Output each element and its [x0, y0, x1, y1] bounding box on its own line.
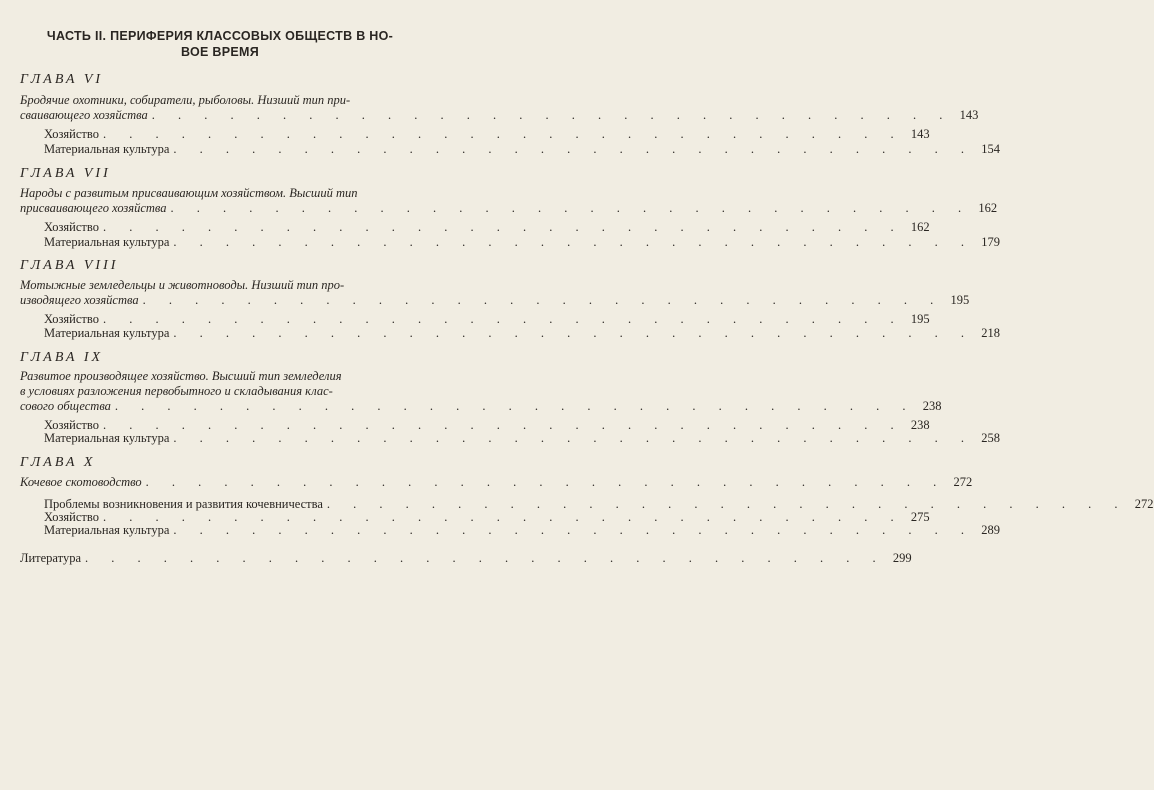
toc-entry-literature [20, 551, 912, 566]
entry-page: 154 [981, 142, 1001, 156]
leader-dots: . . . . . . . . . . . . . . . . . . . . . . . . . . . . . . . [173, 235, 975, 249]
leader-dots: . . . . . . . . . . . . . . . . . . . . . . . . . . . . . . . [145, 475, 947, 489]
entry-label: Хозяйство [44, 127, 99, 141]
chapter-8-title [20, 278, 970, 308]
leader-dots: . . . . . . . . . . . . . . . . . . . . . . . . . . . . . . . [102, 312, 904, 326]
chapter-10-title-line1: Кочевое скотоводство [20, 475, 142, 489]
entry-page: 195 [910, 312, 930, 326]
entry-page: 162 [910, 220, 930, 234]
chapter-6-page: 143 [959, 108, 979, 122]
leader-dots: . . . . . . . . . . . . . . . . . . . . . . . . . . . . . . . [102, 418, 904, 432]
chapter-10-page: 272 [953, 475, 973, 489]
chapter-9-title-line3: сового общества [20, 399, 111, 413]
chapter-6-heading: ГЛАВА VI [20, 72, 104, 87]
toc-entry [44, 142, 1001, 157]
part-title-line2: ВОЕ ВРЕМЯ [180, 45, 260, 59]
chapter-7-page: 162 [978, 201, 998, 215]
toc-entry [44, 127, 930, 142]
chapter-6-title-line2: сваивающего хозяйства [20, 108, 148, 122]
leader-dots: . . . . . . . . . . . . . . . . . . . . . . . . . . . . . . . [170, 201, 972, 215]
toc-entry [44, 220, 930, 235]
chapter-6-title-line1: Бродячие охотники, собиратели, рыболовы. Низший тип при- [20, 93, 351, 107]
entry-label: Материальная культура [44, 523, 170, 537]
entry-page: 218 [981, 326, 1001, 340]
entry-page: 275 [910, 510, 930, 524]
leader-dots: . . . . . . . . . . . . . . . . . . . . . . . . . . . . . . . [85, 551, 886, 565]
leader-dots: . . . . . . . . . . . . . . . . . . . . . . . . . . . . . . . [102, 510, 904, 524]
leader-dots: . . . . . . . . . . . . . . . . . . . . . . . . . . . . . . . [102, 127, 904, 141]
leader-dots: . . . . . . . . . . . . . . . . . . . . . . . . . . . . . . . [142, 293, 944, 307]
chapter-8-heading: ГЛАВА VIII [20, 258, 119, 273]
chapter-10-heading: ГЛАВА X [20, 455, 96, 470]
entry-page: 238 [910, 418, 930, 432]
leader-dots: . . . . . . . . . . . . . . . . . . . . . . . . . . . . . . . [173, 523, 975, 537]
entry-label: Хозяйство [44, 220, 99, 234]
entry-page: 258 [981, 431, 1001, 445]
chapter-9-page: 238 [922, 399, 942, 413]
leader-dots: . . . . . . . . . . . . . . . . . . . . . . . . . . . . . . . [326, 497, 1128, 511]
chapter-6-title [20, 93, 979, 123]
entry-page: 272 [1134, 497, 1154, 511]
chapter-7-heading: ГЛАВА VII [20, 166, 111, 181]
toc-entry [44, 431, 1001, 446]
chapter-8-page: 195 [950, 293, 970, 307]
entry-label: Проблемы возникновения и развития кочевничества [44, 497, 323, 511]
leader-dots: . . . . . . . . . . . . . . . . . . . . . . . . . . . . . . . [151, 108, 953, 122]
leader-dots: . . . . . . . . . . . . . . . . . . . . . . . . . . . . . . . [114, 399, 916, 413]
chapter-8-title-line2: изводящего хозяйства [20, 293, 139, 307]
entry-label: Материальная культура [44, 326, 170, 340]
entry-label: Хозяйство [44, 510, 99, 524]
chapter-9-title-line2: в условиях разложения первобытного и складывания клас- [20, 384, 333, 398]
chapter-10-title [20, 475, 973, 490]
entry-page: 289 [981, 523, 1001, 537]
entry-page: 179 [981, 235, 1001, 249]
leader-dots: . . . . . . . . . . . . . . . . . . . . . . . . . . . . . . . [173, 326, 975, 340]
chapter-8-title-line1: Мотыжные земледельцы и животноводы. Низший тип про- [20, 278, 345, 292]
entry-label: Материальная культура [44, 235, 170, 249]
leader-dots: . . . . . . . . . . . . . . . . . . . . . . . . . . . . . . . [173, 142, 975, 156]
chapter-7-title-line2: присваивающего хозяйства [20, 201, 167, 215]
part-title-line1: ЧАСТЬ II. ПЕРИФЕРИЯ КЛАССОВЫХ ОБЩЕСТВ В НО- [46, 29, 394, 43]
literature-page: 299 [892, 551, 912, 565]
leader-dots: . . . . . . . . . . . . . . . . . . . . . . . . . . . . . . . [102, 220, 904, 234]
entry-page: 143 [910, 127, 930, 141]
literature-label: Литература [20, 551, 81, 565]
chapter-9-heading: ГЛАВА IX [20, 350, 104, 365]
chapter-9-title-line1: Развитое производящее хозяйство. Высший тип земледелия [20, 369, 342, 383]
entry-label: Хозяйство [44, 418, 99, 432]
chapter-7-title [20, 186, 998, 216]
toc-entry [44, 523, 1001, 538]
leader-dots: . . . . . . . . . . . . . . . . . . . . . . . . . . . . . . . [173, 431, 975, 445]
chapter-7-title-line1: Народы с развитым присваивающим хозяйством. Высший тип [20, 186, 358, 200]
entry-label: Материальная культура [44, 142, 170, 156]
chapter-9-title [20, 369, 942, 414]
toc-entry [44, 312, 930, 327]
toc-entry [44, 326, 1001, 341]
toc-entry [44, 235, 1001, 250]
part-title [20, 28, 420, 60]
entry-label: Хозяйство [44, 312, 99, 326]
entry-label: Материальная культура [44, 431, 170, 445]
